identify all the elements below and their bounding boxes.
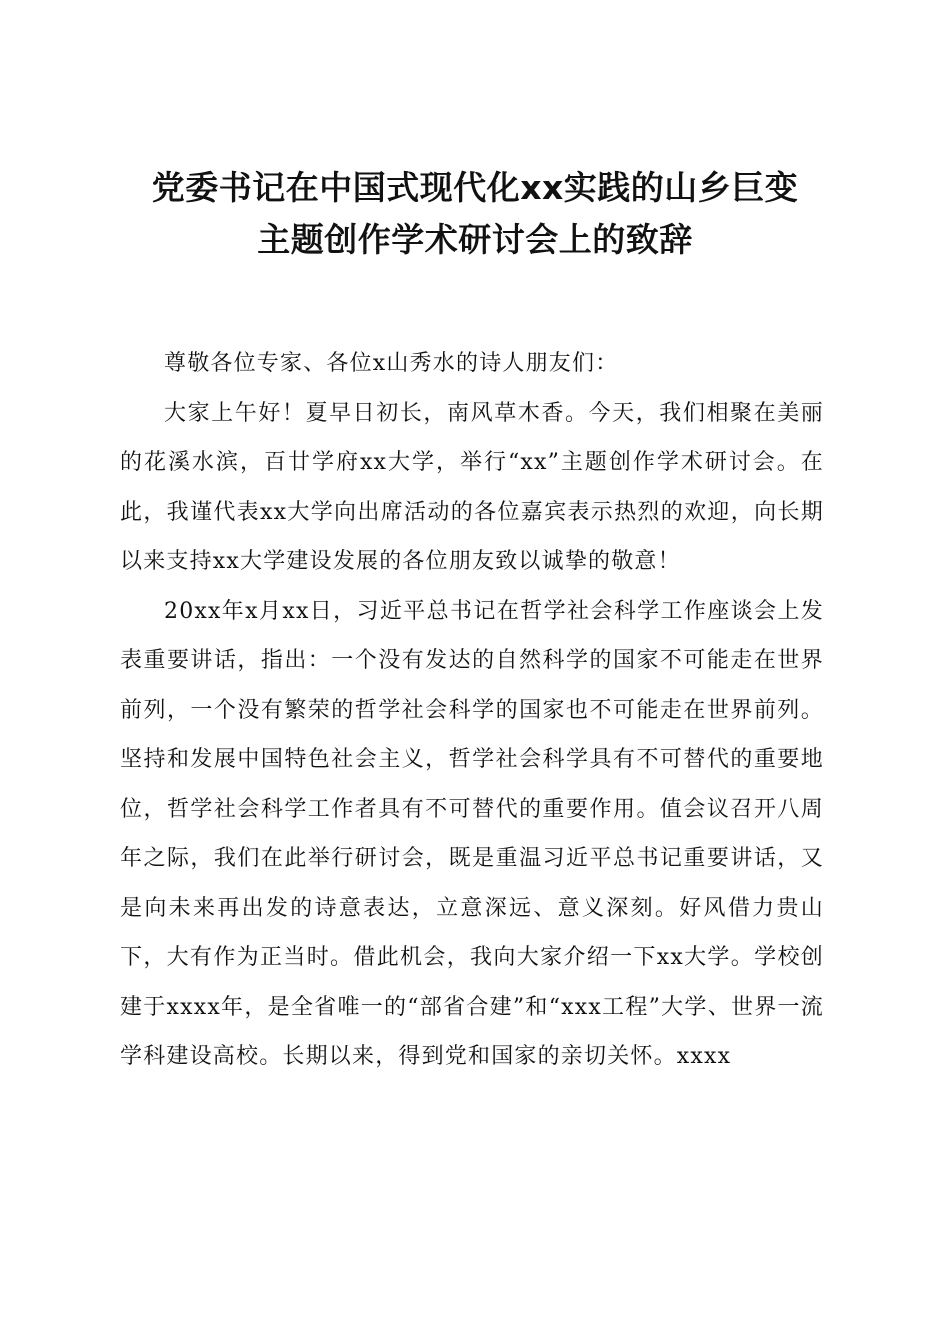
document-body — [120, 339, 824, 1082]
title-line-2: 主题创作学术研讨会上的致辞 — [257, 220, 693, 259]
document-title — [110, 162, 840, 266]
paragraph-speech: 20xx年x月xx日，习近平总书记在哲学社会科学工作座谈会上发表重要讲话，指出：一个没有发达的自然科学的国家不可能走在世界前列，一个没有繁荣的哲学社会科学的国家也不可能走在世界前列。坚持和发展中国特色社会主义，哲学社会科学具有不可替代的重要地位，哲学社会科学工作者具有不可替代的重要作用。值会议召开八周年之际，我们在此举行研讨会，既是重温习近平总书记重要讲话，又是向未来再出发的诗意表达，立意深远、意义深刻。好风借力贵山下，大有作为正当时。借此机会，我向大家介绍一下xx大学。学校创建于xxxx年，是全省唯一的“部省合建”和“xxx工程”大学、世界一流学科建设高校。长期以来，得到党和国家的亲切关怀。xxxx — [120, 598, 824, 1069]
paragraph-greeting: 大家上午好！夏早日初长，南风草木香。今天，我们相聚在美丽的花溪水滨，百廿学府xx大学，举行“xx”主题创作学术研讨会。在此，我谨代表xx大学向出席活动的各位嘉宾表示热烈的欢迎，向长期以来支持xx大学建设发展的各位朋友致以诚挚的敬意！ — [120, 400, 824, 574]
title-line-1: 党委书记在中国式现代化xx实践的山乡巨变 — [151, 168, 799, 207]
salutation: 尊敬各位专家、各位x山秀水的诗人朋友们： — [164, 351, 619, 376]
